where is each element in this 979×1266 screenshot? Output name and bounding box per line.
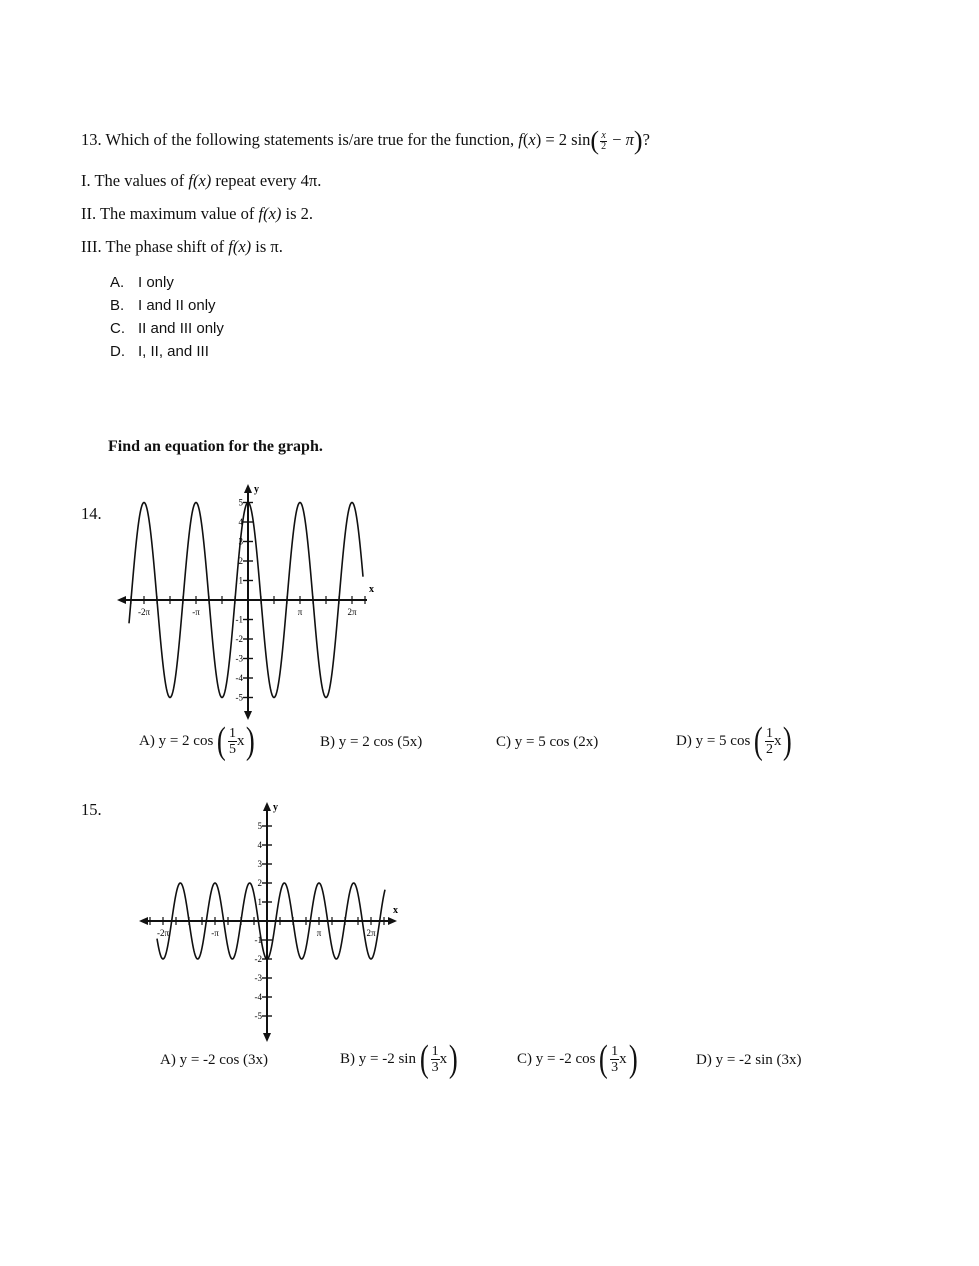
- x-tick-label: π: [297, 607, 303, 617]
- statement-fx: f(x): [228, 237, 252, 256]
- choice-a[interactable]: [110, 271, 224, 294]
- answer-prefix: C) y = -2 cos: [517, 1050, 596, 1067]
- y-tick-label: -2: [254, 954, 262, 964]
- y-tick-label: -3: [254, 973, 262, 983]
- y-tick-label: -4: [235, 673, 243, 683]
- answer-prefix: A) y = 2 cos: [139, 732, 214, 749]
- choice-text: I, II, and III: [138, 343, 209, 360]
- q13-statement-3: [81, 237, 283, 257]
- q13-statement-2: [81, 204, 313, 224]
- q15-answer-a[interactable]: [160, 1052, 268, 1069]
- q14-answer-c[interactable]: [496, 734, 598, 751]
- frac-num: 1: [228, 725, 236, 741]
- y-axis-arrow-top: [244, 484, 252, 493]
- q14-answer-d[interactable]: D) y = 5 cos ( $\frac{1}{2}$ x ): [676, 720, 793, 762]
- y-tick-label: -5: [254, 1011, 262, 1021]
- y-tick-label: -3: [235, 653, 243, 664]
- q13-prompt-text: Which of the following statements is/are true for the function,: [105, 130, 515, 149]
- x-tick-label: π: [316, 928, 322, 938]
- statement-text: The values of: [94, 171, 185, 190]
- q15-answer-c[interactable]: C) y = -2 cos ( $\frac{1}{3}$ x ): [517, 1038, 638, 1080]
- statement-label: II.: [81, 204, 97, 223]
- x-tick-label: 2π: [347, 607, 357, 617]
- answer-tail: x: [619, 1050, 627, 1067]
- frac-den: 3: [611, 1059, 619, 1075]
- x-axis-arrow-right: [388, 917, 397, 925]
- q14-answer-a[interactable]: A) y = 2 cos ( $\frac{1}{5}$ x ): [139, 720, 256, 762]
- y-tick-label: 2: [238, 556, 243, 566]
- statement-text: The phase shift of: [105, 237, 225, 256]
- y-axis-arrow-top: [263, 802, 271, 811]
- q15-answer-d[interactable]: [696, 1052, 802, 1069]
- answer-tail: x: [236, 732, 245, 749]
- frac-num: 1: [431, 1043, 439, 1059]
- statement-tail: repeat every 4π.: [215, 171, 322, 190]
- choice-c[interactable]: [110, 317, 224, 340]
- statement-tail: is π.: [255, 237, 283, 256]
- y-tick-label: 1: [238, 575, 243, 586]
- answer-prefix: D) y = -2 sin (3x): [696, 1052, 802, 1068]
- frac-den: 3: [431, 1059, 439, 1075]
- x-axis-arrow-left: [117, 596, 126, 604]
- choice-b[interactable]: [110, 294, 224, 317]
- frac-num: 1: [765, 725, 773, 741]
- x-tick-label: -2π: [137, 607, 151, 617]
- answer-prefix: B) y = -2 sin: [340, 1050, 416, 1067]
- q14-graph: [115, 478, 380, 723]
- q13-statement-1: [81, 171, 321, 191]
- answer-tail: x: [773, 732, 782, 749]
- q14-answer-b[interactable]: [320, 734, 422, 751]
- choice-text: II and III only: [138, 320, 224, 337]
- x-tick-label: -π: [192, 607, 200, 617]
- choice-text: I only: [138, 274, 174, 291]
- statement-fx: f(x): [258, 204, 282, 223]
- choice-letter: A.: [110, 274, 125, 291]
- x-tick-label: 2π: [366, 928, 376, 938]
- statement-text: The maximum value of: [99, 204, 255, 223]
- frac-num: 1: [611, 1043, 619, 1059]
- choice-letter: C.: [110, 320, 125, 337]
- y-tick-label: -5: [235, 692, 243, 703]
- x-tick-label: -π: [211, 928, 219, 938]
- section-heading: Find an equation for the graph.: [108, 438, 323, 455]
- choice-d[interactable]: [110, 340, 224, 363]
- choice-letter: B.: [110, 297, 125, 314]
- q13-number: 13.: [81, 130, 102, 149]
- y-tick-label: 3: [238, 536, 243, 547]
- y-tick-label: 1: [257, 897, 262, 907]
- answer-prefix: B) y = 2 cos (5x): [320, 734, 423, 750]
- x-tick-label: -2π: [156, 928, 170, 938]
- q13-choices: [110, 271, 224, 363]
- statement-tail: is 2.: [285, 204, 314, 223]
- statement-label: III.: [81, 237, 102, 256]
- y-tick-label: -1: [254, 935, 262, 945]
- q15-answer-b[interactable]: B) y = -2 sin ( $\frac{1}{3}$ x ): [340, 1038, 458, 1080]
- y-tick-label: 2: [257, 878, 262, 888]
- answer-prefix: A) y = -2 cos (3x): [160, 1052, 269, 1068]
- y-tick-label: 3: [257, 859, 262, 869]
- y-axis-arrow-bottom: [263, 1033, 271, 1042]
- q15-number: 15.: [81, 800, 102, 819]
- choice-text: I and II only: [138, 297, 216, 314]
- q13-prompt: 13. Which of the following statements is/are true for the function, f(x) = 2 sin( $\frac{x}{2}$ − π)?: [81, 126, 650, 156]
- y-axis-arrow-bottom: [244, 711, 252, 720]
- choice-letter: D.: [110, 343, 125, 360]
- y-tick-label: -1: [235, 614, 243, 625]
- q15-graph: [135, 796, 400, 1044]
- y-tick-label: -4: [254, 992, 262, 1002]
- statement-fx: f(x): [188, 171, 212, 190]
- y-tick-label: 4: [257, 840, 262, 850]
- x-axis-label: x: [369, 584, 374, 595]
- answer-prefix: C) y = 5 cos (2x): [496, 734, 599, 750]
- y-tick-label: 4: [238, 517, 243, 527]
- y-axis-label: y: [273, 802, 278, 813]
- y-tick-label: -2: [235, 634, 243, 644]
- x-axis-label: x: [393, 905, 398, 916]
- answer-prefix: D) y = 5 cos: [676, 732, 751, 749]
- y-axis-label: y: [254, 484, 259, 495]
- q14-number: 14.: [81, 504, 102, 523]
- y-tick-label: 5: [257, 821, 262, 831]
- frac-den: 5: [228, 741, 236, 757]
- statement-label: I.: [81, 171, 91, 190]
- frac-den: 2: [765, 741, 773, 757]
- x-axis-arrow-left: [139, 917, 148, 925]
- answer-tail: x: [439, 1050, 448, 1067]
- y-tick-label: 5: [238, 497, 243, 508]
- q13-function: f: [518, 130, 523, 149]
